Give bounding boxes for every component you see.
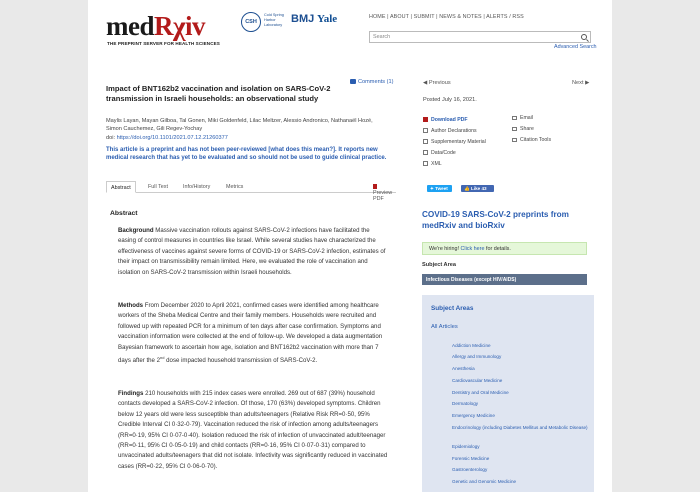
author-list[interactable]: Maylis Layan, Mayan Gilboa, Tal Gonen, Miki Goldenfeld, Lilac Meltzer, Alessio Andronico, Nathanaël Hozé, Simon Cauchemez, Gili Regev-Yochay [106, 118, 373, 132]
all-articles-link[interactable]: All Articles [431, 324, 458, 330]
tweet-button[interactable]: ✦ Tweet [427, 185, 452, 192]
top-nav[interactable]: HOME | ABOUT | SUBMIT | NEWS & NOTES | ALERTS / RSS [369, 14, 524, 20]
page [88, 0, 612, 492]
document-icon [423, 161, 428, 166]
previous-link[interactable]: ◀ Previous [423, 80, 451, 86]
article-title: Impact of BNT162b2 vaccination and isolation on SARS-CoV-2 transmission in Israeli households: an observational study [106, 84, 331, 103]
subject-areas-panel [422, 295, 594, 492]
subject-areas-heading: Subject Areas [431, 305, 474, 312]
csh-logo-icon[interactable]: CSH [241, 12, 261, 32]
preprint-warning: This article is a preprint and has not been peer-reviewed [what does this mean?]. It reports new medical research that has yet to be evaluated and so should not be used to guide clinical practice. [106, 147, 387, 162]
citation-tools-link[interactable]: Citation Tools [512, 137, 551, 143]
comments-link[interactable]: Comments (1) [350, 79, 393, 85]
facebook-like-button[interactable]: 👍 Like 43 [461, 185, 494, 192]
search-input[interactable] [369, 31, 591, 43]
yale-logo[interactable]: Yale [317, 13, 338, 25]
data-code-link[interactable]: Data/Code [423, 150, 456, 156]
quote-icon [512, 138, 517, 142]
search-placeholder: Search [373, 34, 391, 40]
csh-logo-text[interactable]: Cold Spring Harbor Laboratory [264, 13, 284, 27]
preview-pdf-link[interactable]: Preview PDF [373, 184, 396, 202]
doi-label: doi: [106, 135, 116, 141]
posted-date: Posted July 16, 2021. [423, 97, 477, 103]
supplementary-link[interactable]: Supplementary Material [423, 139, 486, 145]
advanced-search-link[interactable]: Advanced Search [554, 44, 597, 50]
subject-area-item[interactable]: Forensic Medicine [452, 456, 490, 461]
email-link[interactable]: Email [512, 115, 533, 121]
hiring-banner: We're hiring! Click here for details. [422, 242, 587, 255]
document-icon [423, 150, 428, 155]
xml-link[interactable]: XML [423, 161, 442, 167]
subject-area-item[interactable]: Dermatology [452, 401, 479, 406]
tagline: THE PREPRINT SERVER FOR HEALTH SCIENCES [107, 41, 220, 46]
document-icon [423, 139, 428, 144]
subject-area-item[interactable]: Cardiovascular Medicine [452, 378, 503, 383]
doi-link[interactable]: https://doi.org/10.1101/2021.07.12.21260377 [116, 135, 228, 141]
article-tabs [106, 181, 396, 202]
subject-area-item[interactable]: Dentistry and Oral Medicine [452, 390, 509, 395]
abstract-background: Background Massive vaccination rollouts against SARS-CoV-2 infections have facilitated the easing of control measures in countries like Israel. While several studies have characterized the effectiveness of vaccines against severe forms of COVID-19 or SARS-CoV-2 infection, estimates of their impact on transmissibility remain limited. Here, we evaluated the role of vaccination and isolation on SARS-CoV-2 transmission within Israeli households. [118, 227, 386, 276]
subject-area-item[interactable]: Endocrinology (including Diabetes Mellitus and Metabolic Disease) [452, 425, 588, 430]
email-icon [512, 116, 517, 120]
tab-info-history[interactable]: Info/History [183, 184, 211, 190]
checkbox-icon [423, 128, 428, 133]
share-icon [512, 127, 517, 131]
subject-area-item[interactable]: Genetic and Genomic Medicine [452, 479, 517, 484]
abstract-heading: Abstract [110, 210, 138, 217]
author-declarations-link[interactable]: Author Declarations [423, 128, 477, 134]
subject-area-item[interactable]: Anesthesia [452, 366, 475, 371]
next-link[interactable]: Next ▶ [572, 80, 590, 86]
subject-area-item[interactable]: Gastroenterology [452, 467, 488, 472]
hiring-link[interactable]: Click here [460, 246, 485, 252]
thumbs-up-icon: 👍 [464, 186, 470, 191]
tab-abstract[interactable]: Abstract [106, 181, 136, 193]
tab-metrics[interactable]: Metrics [226, 184, 244, 190]
pdf-icon [423, 117, 428, 122]
subject-area-item[interactable]: Addiction Medicine [452, 343, 491, 348]
covid-preprints-link[interactable]: COVID-19 SARS-CoV-2 preprints from medRxiv and bioRxiv [422, 210, 569, 230]
medrxiv-logo[interactable]: medRχiv [106, 11, 205, 41]
share-link[interactable]: Share [512, 126, 534, 132]
subject-area-label: Subject Area [422, 262, 456, 268]
comment-icon [350, 79, 356, 84]
pdf-icon [373, 184, 377, 189]
abstract-methods: Methods From December 2020 to April 2021, confirmed cases were identified among healthcare workers of the Sheba Medical Centre and their family members. Households were recruited and followed up with repeated PCR for a minimum of ten days after case confirmation. Symptoms and vaccination information were collected at the end of follow-up. We developed a data augmentation Bayesian framework to ascertain how age, isolation and BNT162b2 vaccination with more than 7 days after the 2nd dose impacted household transmission of SARS-CoV-2. [118, 302, 383, 365]
tab-full-text[interactable]: Full Text [148, 184, 168, 190]
subject-area-item[interactable]: Emergency Medicine [452, 413, 495, 418]
subject-area-badge[interactable]: Infectious Diseases (except HIV/AIDS) [422, 274, 587, 285]
subject-area-item[interactable]: Allergy and Immunology [452, 354, 502, 359]
bmj-logo[interactable]: BMJ [291, 13, 315, 25]
subject-area-item[interactable]: Epidemiology [452, 444, 480, 449]
doi [106, 135, 228, 141]
search-icon[interactable] [581, 34, 587, 40]
twitter-icon: ✦ [430, 186, 434, 191]
download-pdf-link[interactable]: Download PDF [423, 117, 468, 123]
abstract-findings: Findings 210 households with 215 index cases were enrolled. 269 out of 687 (39%) household contacts developed a SARS-CoV-2 infection. Of those, 170 (63%) developed symptoms. Children below 12 years old were less susceptible than adults/teenagers (Relative Risk RR=0·50, 95% Credible Interval CI 0·32-0·79). Vaccination reduced the risk of infection among adults/teenagers (RR=0·19, 95% CI 0·07-0·40). Isolation reduced the risk of infection of unvaccinated adult/teenager (RR=0·11, 95% CI 0·05-0·19) and child contacts (RR=0·16, 95% CI 0·07-0·31) compared to unvaccinated adults/teenagers that did not isolate. Infectivity was significantly reduced in vaccinated cases (RR=0·22, 95% CI 0·06-0·70). [118, 390, 388, 470]
